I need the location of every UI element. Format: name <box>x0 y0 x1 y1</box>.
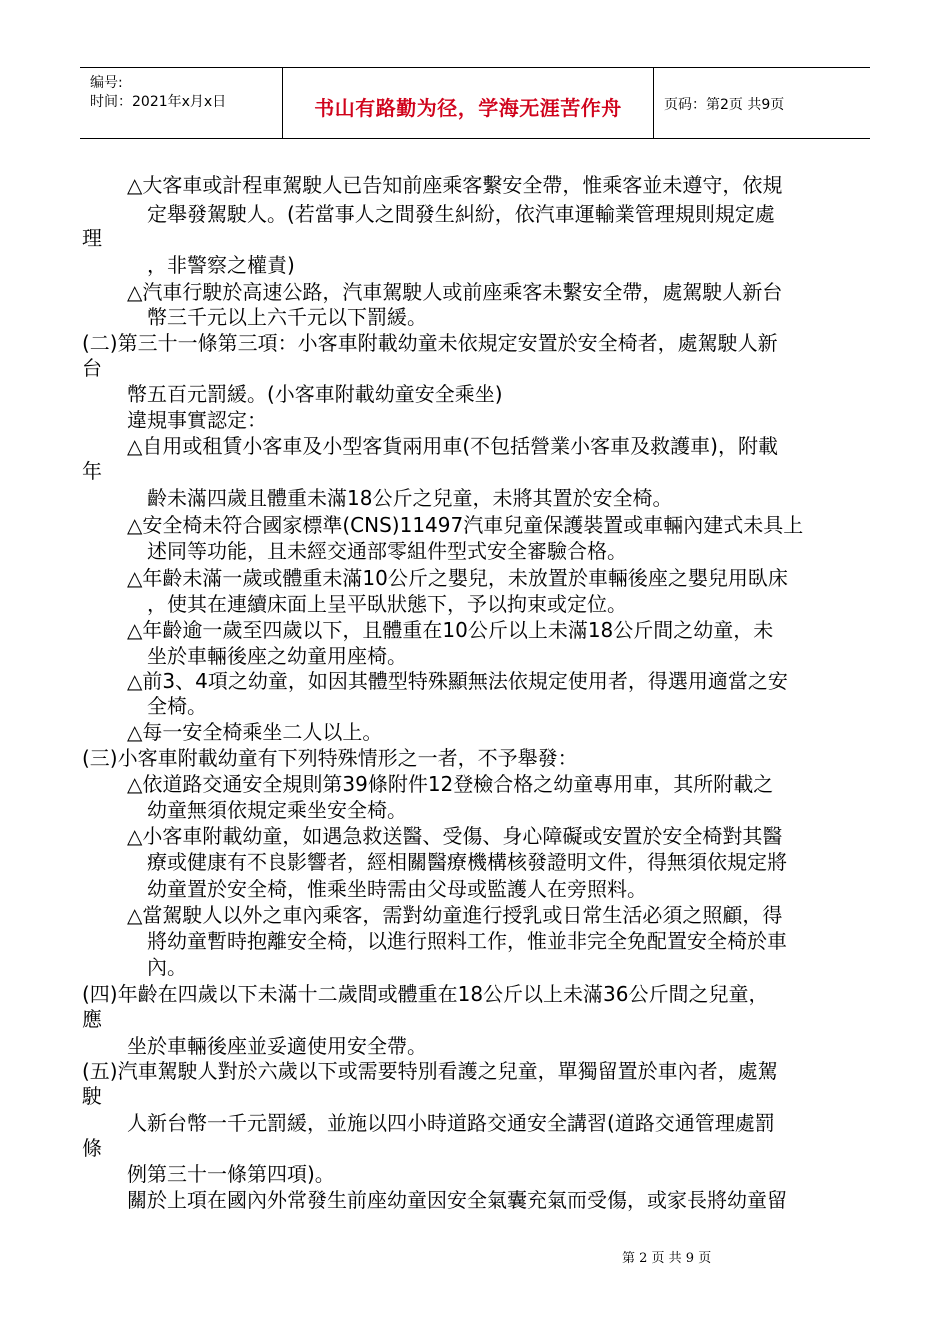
body-line: 台 <box>82 356 102 380</box>
body-line: △前3、4項之幼童，如因其體型特殊顯無法依規定使用者，得選用適當之安 <box>127 669 788 693</box>
header-page-number: 页码：第2页 共9页 <box>664 97 785 113</box>
header-page-cell <box>654 68 870 138</box>
body-line: (五)汽車駕駛人對於六歲以下或需要特別看護之兒童，單獨留置於車內者，處駕 <box>82 1059 778 1083</box>
body-line: 療或健康有不良影響者，經相關醫療機構核發證明文件，得無須依規定將 <box>147 850 787 874</box>
body-line: △每一安全椅乘坐二人以上。 <box>127 720 383 744</box>
body-line: △年齡逾一歲至四歲以下，且體重在10公斤以上未滿18公斤間之幼童，未 <box>127 618 774 642</box>
body-line: 坐於車輛後座之幼童用座椅。 <box>147 644 407 668</box>
body-line: 理 <box>82 226 102 250</box>
header-motto: 书山有路勤为径，学海无涯苦作舟 <box>314 96 622 120</box>
body-line: ，非警察之權責) <box>147 253 295 277</box>
body-line: 關於上項在國內外常發生前座幼童因安全氣囊充氣而受傷，或家長將幼童留 <box>127 1188 787 1212</box>
body-line: △當駕駛人以外之車內乘客，需對幼童進行授乳或日常生活必須之照顧，得 <box>127 903 783 927</box>
body-line: 內。 <box>147 955 187 979</box>
body-line: 幼童無須依規定乘坐安全椅。 <box>147 798 407 822</box>
body-line: 坐於車輛後座並妥適使用安全帶。 <box>127 1034 427 1058</box>
body-line: 全椅。 <box>147 694 207 718</box>
body-line: △小客車附載幼童，如遇急救送醫、受傷、身心障礙或安置於安全椅對其醫 <box>127 824 783 848</box>
document-number-label: 编号: <box>90 75 123 91</box>
header-motto-cell <box>283 68 654 138</box>
body-line: △依道路交通安全規則第39條附件12登檢合格之幼童專用車，其所附載之 <box>127 772 774 796</box>
body-line: 幣五百元罰緩。(小客車附載幼童安全乘坐) <box>127 382 503 406</box>
body-line: ，使其在連續床面上呈平臥狀態下，予以拘束或定位。 <box>147 592 627 616</box>
body-line: 例第三十一條第四項)。 <box>127 1162 335 1186</box>
body-line: 將幼童暫時抱離安全椅，以進行照料工作，惟並非完全免配置安全椅於車 <box>147 929 787 953</box>
body-line: △自用或租賃小客車及小型客貨兩用車(不包括營業小客車及救護車)，附載 <box>127 434 778 458</box>
body-line: 齡未滿四歲且體重未滿18公斤之兒童，未將其置於安全椅。 <box>147 486 673 510</box>
body-line: 條 <box>82 1136 102 1160</box>
body-line: △年齡未滿一歲或體重未滿10公斤之嬰兒，未放置於車輛後座之嬰兒用臥床 <box>127 566 788 590</box>
page-header <box>80 67 870 139</box>
body-line: 述同等功能，且未經交通部零組件型式安全審驗合格。 <box>147 539 627 563</box>
body-line: 違規事實認定： <box>127 408 267 432</box>
body-line: △大客車或計程車駕駛人已告知前座乘客繫安全帶，惟乘客並未遵守，依規 <box>127 173 783 197</box>
document-time-label: 时间：2021年x月x日 <box>90 94 227 110</box>
body-line: (四)年齡在四歲以下未滿十二歲間或體重在18公斤以上未滿36公斤間之兒童， <box>82 982 769 1006</box>
body-line: 幣三千元以上六千元以下罰緩。 <box>147 305 427 329</box>
body-line: 定舉發駕駛人。(若當事人之間發生糾紛，依汽車運輸業管理規則規定處 <box>147 202 775 226</box>
body-line: 應 <box>82 1007 102 1031</box>
body-line: 人新台幣一千元罰緩，並施以四小時道路交通安全講習(道路交通管理處罰 <box>127 1111 775 1135</box>
body-line: 幼童置於安全椅，惟乘坐時需由父母或監護人在旁照料。 <box>147 877 647 901</box>
body-line: (二)第三十一條第三項：小客車附載幼童未依規定安置於安全椅者，處駕駛人新 <box>82 331 778 355</box>
body-line: △汽車行駛於高速公路，汽車駕駛人或前座乘客未繫安全帶，處駕駛人新台 <box>127 280 783 304</box>
header-meta-cell <box>80 68 283 138</box>
body-line: 年 <box>82 459 102 483</box>
body-line: 駛 <box>82 1084 102 1108</box>
body-line: (三)小客車附載幼童有下列特殊情形之一者，不予舉發： <box>82 746 578 770</box>
footer-page-number: 第 2 页 共 9 页 <box>622 1251 712 1266</box>
body-line: △安全椅未符合國家標準(CNS)11497汽車兒童保護裝置或車輛內建式未具上 <box>127 513 804 537</box>
